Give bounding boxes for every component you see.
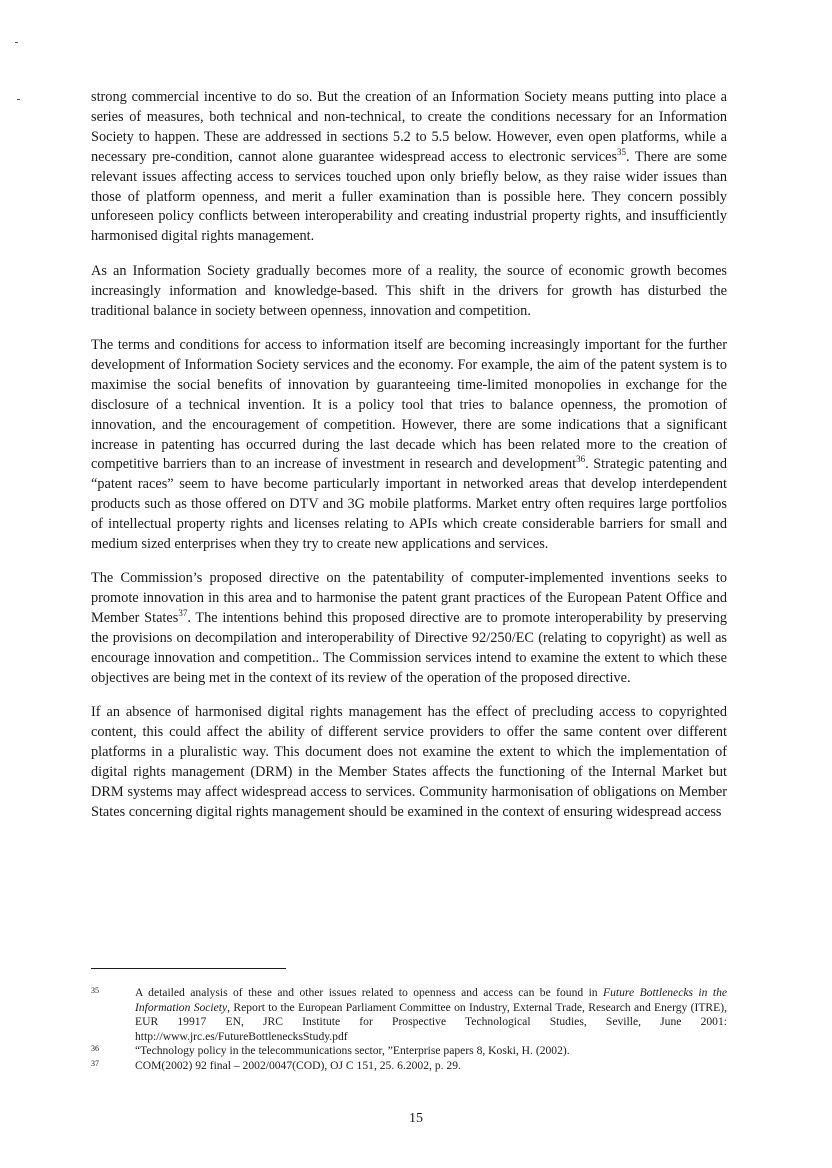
text-run: . Strategic patenting and “patent races” seem to have become particularly important in networked areas that develop interdependent products such as those offered on DTV and 3G mobile platforms. Market entry often requires large portfolios of intellectual property rights and licenses relating to APIs which create considerable barriers for small and medium sized enterprises when they try to create new applications and services. [91,456,727,553]
text-run: . The intentions behind this proposed directive are to promote interoperability by preserving the provisions on decompilation and interoperability of Directive 92/250/EC (relating to copyright) as well as encourage innovation and competition.. The Commission services intend to examine the extent to which these objectives are being met in the context of its review of the operation of the proposed directive. [91,610,727,686]
text-run: , Report to the European Parliament Committee on Industry, External Trade, Research and Energy (ITRE), EUR 19917 EN, JRC Institute for Prospective Technological Studies, Seville, June 2001: http://www.jrc.es/FutureBottlenecksStudy.pdf [135,1000,728,1043]
text-run: If an absence of harmonised digital rights management has the effect of precluding access to copyrighted content, this could affect the ability of different service providers to offer the same content over different platforms in a pluralistic way. This document does not examine the extent to which the implementation of digital rights management (DRM) in the Member States affects the functioning of the Internal Market but DRM systems may affect widespread access to services. Community harmonisation of obligations on Member States concerning digital rights management should be examined in the context of ensuring widespread access [91,704,727,820]
footnotes [91,986,727,1074]
scan-mark [17,99,20,100]
footnote-ref: 35 [617,146,627,157]
footnote-number: 36 [91,1044,99,1054]
text-run: The terms and conditions for access to information itself are becoming increasingly important for the further development of Information Society services and the economy. For example, the aim of the patent system is to maximise the social benefits of innovation by guaranteeing time-limited monopolies in exchange for the disclosure of a technical invention. It is a policy tool that tries to balance openness, the promotion of innovation, and the encouragement of competition. However, there are some indications that a significant increase in patenting has occurred during the last decade which has been related more to the creation of competitive barriers than to an increase of investment in research and development [91,336,727,473]
text-run: “Technology policy in the telecommunications sector, ”Enterprise papers 8, Koski, H. (2002). [135,1044,570,1058]
text-run: A detailed analysis of these and other issues related to openness and access can be found in [135,986,604,999]
body-text [91,88,727,837]
paragraph [91,569,727,688]
text-run: As an Information Society gradually becomes more of a reality, the source of economic growth becomes increasingly information and knowledge-based. This shift in the drivers for growth has disturbed the traditional balance in society between openness, innovation and competition. [91,262,727,319]
page-number: 15 [409,1111,423,1126]
footnote-separator [91,968,286,969]
footnote [91,1044,727,1059]
footnote [91,986,727,1044]
paragraph [91,336,727,555]
italic-title: Future Bottlenecks in the Information Society [135,986,728,1014]
text-run: The Commission’s proposed directive on the patentability of computer-implemented inventions seeks to promote innovation in this area and to harmonise the patent grant practices of the European Patent Office and Member States [91,570,727,627]
paragraph [91,262,727,322]
footnote-number: 35 [91,986,99,995]
text-run: strong commercial incentive to do so. But the creation of an Information Society means putting into place a series of measures, both technical and non-technical, to create the conditions necessary for an Information Society to happen. These are addressed in sections 5.2 to 5.5 below. However, even open platforms, while a necessary pre-condition, cannot alone guarantee widespread access to electronic services [91,89,727,165]
paragraph [91,703,727,822]
footnote-number: 37 [91,1058,99,1068]
footnote-ref: 36 [576,454,586,465]
footnote [91,1059,727,1074]
scan-mark [15,42,18,43]
footnote-ref: 37 [178,608,188,619]
text-run: COM(2002) 92 final – 2002/0047(COD), OJ C 151, 25. 6.2002, p. 29. [135,1058,461,1072]
paragraph [91,88,727,247]
text-run: . There are some relevant issues affecting access to services touched upon only briefly below, as they raise wider issues than those of platform openness, and merit a fuller examination than is possible here. They concern possibly unforeseen policy conflicts between interoperability and creating industrial property rights, and insufficiently harmonised digital rights management. [91,148,727,245]
